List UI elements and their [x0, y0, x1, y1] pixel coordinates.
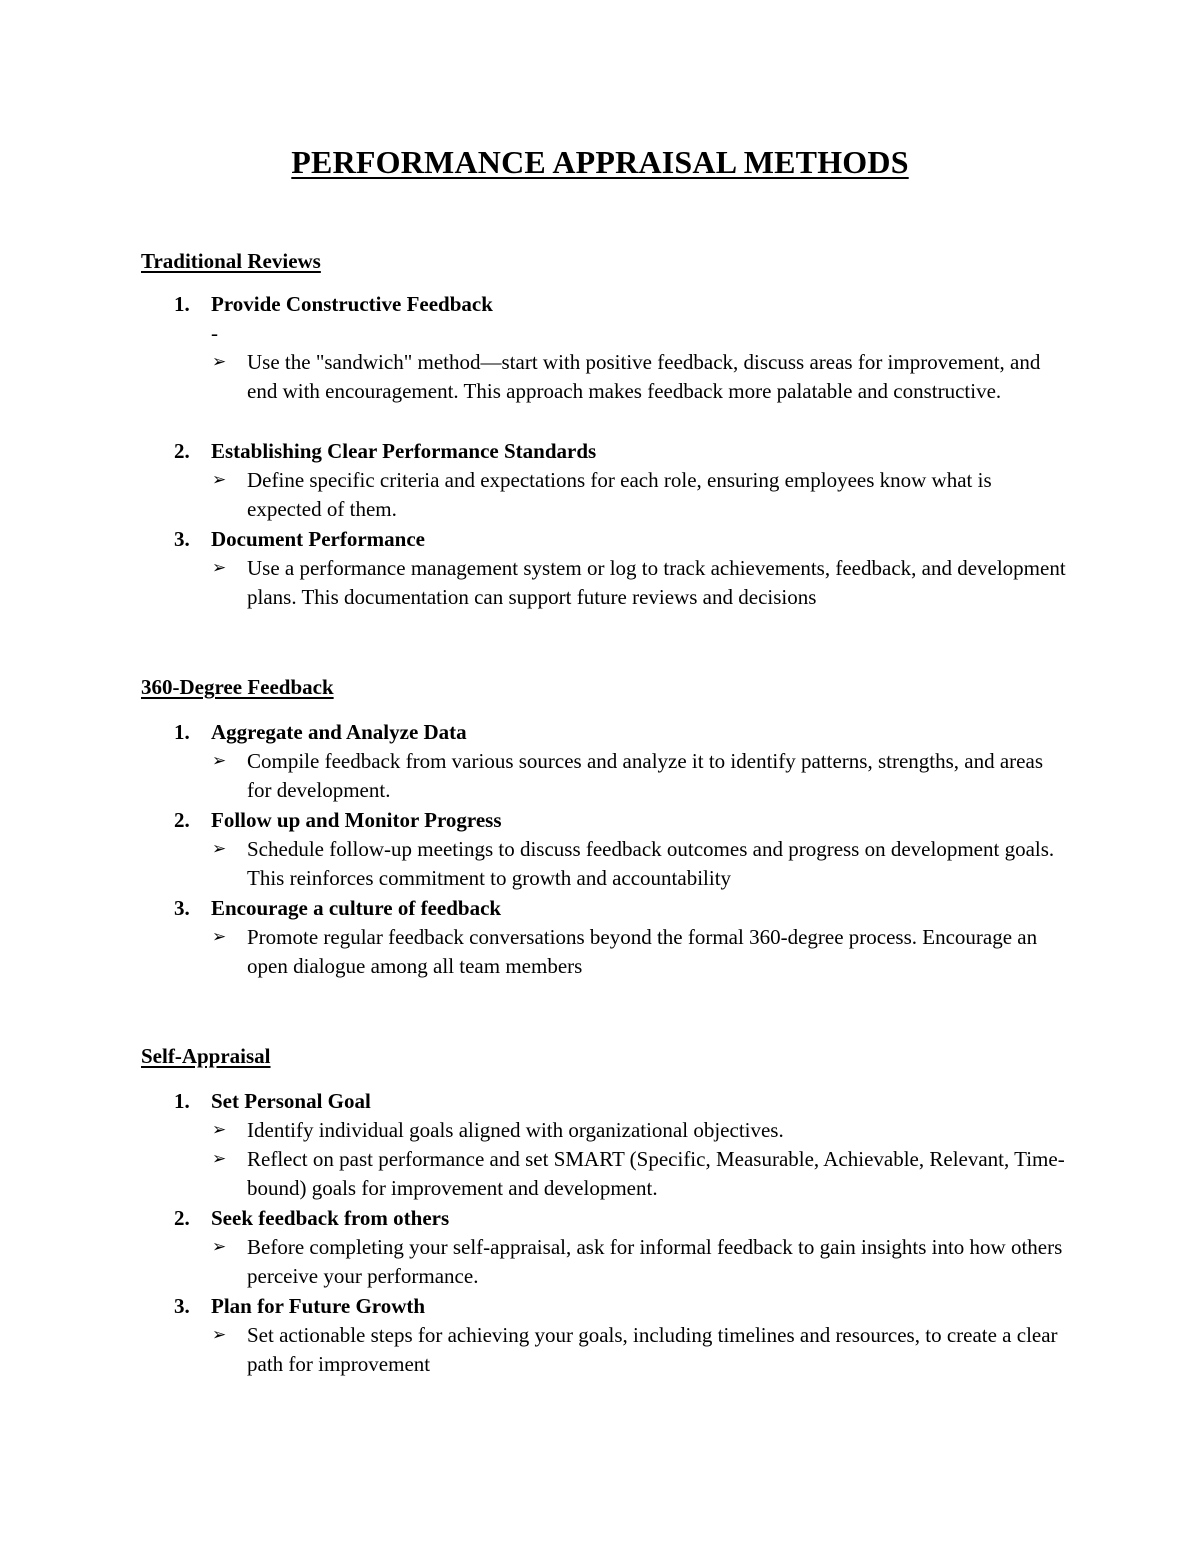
arrow-bullet-icon: ➢	[212, 352, 227, 372]
item-title: Provide Constructive Feedback	[211, 292, 493, 316]
item-title: Encourage a culture of feedback	[211, 896, 502, 920]
bullet-item	[141, 348, 1067, 406]
bullet-item	[141, 1321, 1067, 1379]
bullet-text: Identify individual goals aligned with organizational objectives.	[247, 1118, 784, 1142]
item-title: Set Personal Goal	[211, 1089, 371, 1113]
bullet-item	[141, 747, 1067, 805]
document-title: PERFORMANCE APPRAISAL METHODS	[291, 144, 909, 180]
item-title: Follow up and Monitor Progress	[211, 808, 502, 832]
item-title: Document Performance	[211, 527, 425, 551]
arrow-bullet-icon: ➢	[212, 1149, 227, 1169]
item-number: 1.	[174, 720, 190, 744]
item-number: 1.	[174, 292, 190, 316]
section-heading-self-appraisal: Self-Appraisal	[141, 1044, 271, 1068]
item-number: 2.	[174, 439, 190, 463]
list-item	[141, 718, 1141, 805]
list-item	[141, 894, 1141, 981]
item-title: Establishing Clear Performance Standards	[211, 439, 597, 463]
bullet-text: Promote regular feedback conversations beyond the formal 360-degree process. Encourage an open dialogue among all team members	[247, 925, 1038, 978]
item-number: 3.	[174, 527, 190, 551]
bullet-text: Before completing your self-appraisal, ask for informal feedback to gain insights into how others perceive your performance.	[247, 1235, 1063, 1288]
item-number: 3.	[174, 1294, 190, 1318]
list-item	[141, 1292, 1141, 1379]
section-heading-traditional-reviews: Traditional Reviews	[141, 249, 321, 273]
item-number: 2.	[174, 808, 190, 832]
bullet-item	[141, 1116, 1067, 1145]
item-title: Aggregate and Analyze Data	[211, 720, 467, 744]
item-number: 2.	[174, 1206, 190, 1230]
arrow-bullet-icon: ➢	[212, 751, 227, 771]
bullet-item	[141, 923, 1067, 981]
arrow-bullet-icon: ➢	[212, 470, 227, 490]
bullet-item	[141, 554, 1067, 612]
arrow-bullet-icon: ➢	[212, 839, 227, 859]
bullet-item	[141, 1145, 1067, 1203]
arrow-bullet-icon: ➢	[212, 1237, 227, 1257]
item-number: 1.	[174, 1089, 190, 1113]
bullet-text: Set actionable steps for achieving your goals, including timelines and resources, to create a clear path for improvement	[247, 1323, 1058, 1376]
list-item	[141, 1204, 1141, 1291]
list-item	[141, 437, 1141, 524]
bullet-item	[141, 466, 1067, 524]
bullet-item	[141, 1233, 1067, 1291]
item-number: 3.	[174, 896, 190, 920]
bullet-text: Use the "sandwich" method—start with positive feedback, discuss areas for improvement, and end with encouragement. This approach makes feedback more palatable and constructive.	[247, 350, 1041, 403]
section-heading-360-degree-feedback: 360-Degree Feedback	[141, 675, 334, 699]
bullet-text: Compile feedback from various sources and analyze it to identify patterns, strengths, and areas for development.	[247, 749, 1043, 802]
bullet-text: Reflect on past performance and set SMART (Specific, Measurable, Achievable, Relevant, Time-bound) goals for improvement and development.	[247, 1147, 1065, 1200]
list-item	[141, 525, 1141, 612]
list-item	[141, 1087, 1141, 1203]
list-item	[141, 290, 1141, 406]
arrow-bullet-icon: ➢	[212, 1325, 227, 1345]
bullet-text: Use a performance management system or log to track achievements, feedback, and development plans. This documentation can support future reviews and decisions	[247, 556, 1066, 609]
bullet-item	[141, 835, 1067, 893]
item-title: Seek feedback from others	[211, 1206, 450, 1230]
item-title: Plan for Future Growth	[211, 1294, 426, 1318]
arrow-bullet-icon: ➢	[212, 558, 227, 578]
bullet-text: Schedule follow-up meetings to discuss feedback outcomes and progress on development goals. This reinforces commitment to growth and accountability	[247, 837, 1055, 890]
arrow-bullet-icon: ➢	[212, 1120, 227, 1140]
dash-marker: -	[211, 321, 218, 345]
arrow-bullet-icon: ➢	[212, 927, 227, 947]
bullet-text: Define specific criteria and expectations for each role, ensuring employees know what is expected of them.	[247, 468, 992, 521]
list-item	[141, 806, 1141, 893]
